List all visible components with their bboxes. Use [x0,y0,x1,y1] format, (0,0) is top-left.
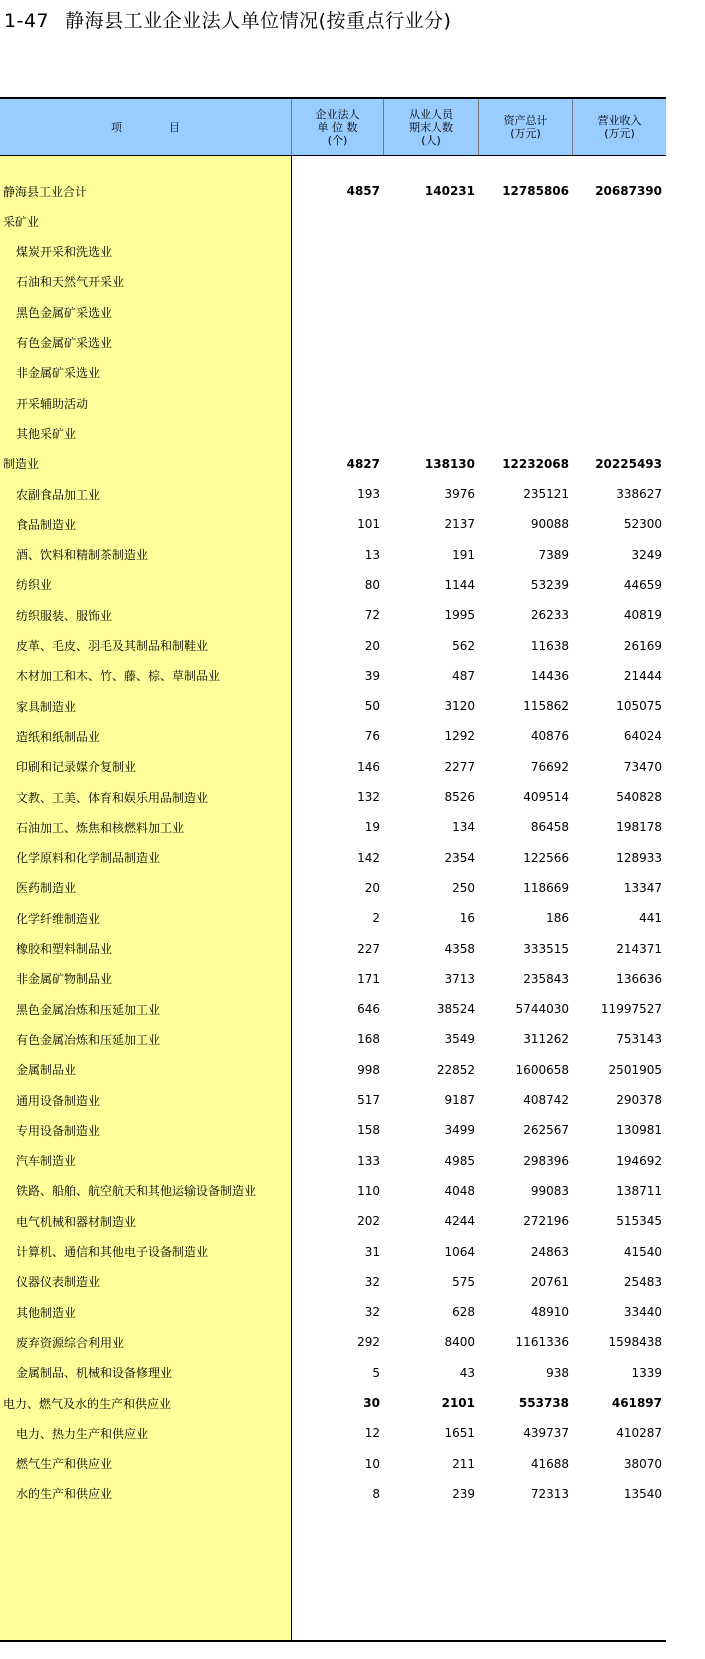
revenue-cell: 52300 [623,517,662,532]
assets-cell: 48910 [530,1305,569,1320]
table-row [0,1479,666,1509]
revenue-cell: 410287 [616,1426,662,1441]
row-label: 其他制造业 [16,1305,77,1320]
units-cell: 193 [357,487,380,501]
revenue-cell: 290378 [616,1093,662,1107]
revenue-cell: 214371 [616,941,662,956]
employees-cell: 562 [452,638,475,653]
assets-cell: 86458 [530,820,569,835]
row-label: 计算机、通信和其他电子设备制造业 [16,1245,209,1259]
units-cell: 72 [364,608,380,623]
units-cell: 20 [364,638,380,653]
row-label: 印刷和记录媒介复制业 [16,760,137,775]
table-row [0,1358,666,1388]
header-units [292,99,384,155]
assets-cell: 99083 [530,1183,569,1198]
row-label: 纺织服装、服饰业 [16,608,113,623]
assets-cell: 20761 [530,1274,569,1289]
units-cell: 31 [364,1244,380,1259]
units-cell: 517 [357,1093,380,1107]
table-row [0,1297,666,1327]
assets-cell: 5744030 [515,1002,569,1017]
table-row [0,691,666,721]
assets-cell: 186 [546,911,569,926]
table-row [0,812,666,842]
revenue-cell: 38070 [623,1456,662,1471]
revenue-cell: 130981 [616,1123,662,1138]
table-row [0,1055,666,1085]
table-row [0,782,666,812]
units-cell: 292 [357,1335,380,1350]
row-label: 皮革、毛皮、羽毛及其制品和制鞋业 [16,639,209,653]
assets-cell: 76692 [530,759,569,774]
table-row [0,873,666,903]
units-cell: 30 [363,1396,380,1410]
row-label: 非金属矿物制品业 [16,972,113,987]
row-label: 橡胶和塑料制品业 [16,942,113,956]
revenue-cell: 64024 [623,729,662,744]
revenue-cell: 136636 [616,971,662,986]
units-cell: 2 [372,911,380,926]
units-cell: 4827 [346,456,380,471]
revenue-cell: 13347 [623,880,662,895]
table-row [0,1024,666,1054]
header-revenue [573,99,666,155]
table-row [0,1267,666,1297]
table-row [0,267,666,297]
assets-cell: 40876 [530,729,569,744]
table-row [0,964,666,994]
units-cell: 158 [357,1123,380,1138]
assets-cell: 333515 [523,941,569,956]
row-label: 木材加工和木、竹、藤、棕、草制品业 [16,669,221,684]
assets-cell: 409514 [523,790,569,804]
header-item-label: 项 目 [111,120,198,134]
units-cell: 80 [364,577,380,592]
assets-cell: 26233 [530,608,569,623]
revenue-cell: 73470 [623,759,662,774]
employees-cell: 3549 [444,1032,475,1047]
row-label: 非金属矿采选业 [16,366,101,381]
assets-cell: 72313 [530,1486,569,1501]
row-label: 造纸和纸制品业 [16,729,101,744]
table-row [0,1327,666,1357]
revenue-cell: 194692 [616,1153,662,1168]
revenue-cell: 13540 [623,1486,662,1501]
revenue-cell: 44659 [623,577,662,592]
units-cell: 4857 [346,184,380,198]
revenue-cell: 338627 [616,487,662,501]
units-cell: 142 [357,850,380,865]
revenue-cell: 128933 [616,850,662,865]
revenue-cell: 20687390 [595,184,662,198]
table-body [0,156,666,1640]
row-label: 电力、热力生产和供应业 [16,1426,149,1441]
row-label: 石油加工、炼焦和核燃料加工业 [16,820,185,835]
table-row [0,1115,666,1145]
assets-cell: 1600658 [515,1062,569,1077]
row-label: 采矿业 [3,214,40,229]
row-label: 电力、燃气及水的生产和供应业 [3,1396,172,1411]
table-row [0,1176,666,1206]
employees-cell: 487 [452,668,475,683]
revenue-cell: 540828 [616,790,662,804]
row-label: 制造业 [3,457,40,472]
assets-cell: 272196 [523,1214,569,1229]
row-label: 燃气生产和供应业 [16,1457,113,1472]
assets-cell: 118669 [523,880,569,895]
revenue-cell: 41540 [623,1244,662,1259]
table-row [0,994,666,1024]
units-cell: 133 [357,1153,380,1168]
row-label: 食品制造业 [16,517,77,532]
row-label: 有色金属矿采选业 [16,336,113,350]
assets-cell: 53239 [530,577,569,592]
header-units-label: 企业法人 单 位 数 (个) [315,107,360,147]
employees-cell: 4244 [444,1214,475,1229]
assets-cell: 553738 [518,1396,569,1410]
employees-cell: 134 [452,820,475,835]
employees-cell: 3713 [444,971,475,986]
table-row [0,1146,666,1176]
revenue-cell: 105075 [616,699,662,714]
assets-cell: 298396 [523,1153,569,1168]
row-label: 通用设备制造业 [16,1093,101,1108]
row-label: 石油和天然气开采业 [16,275,125,290]
revenue-cell: 1339 [631,1365,662,1380]
row-label: 开采辅助活动 [16,396,89,411]
header-revenue-label: 营业收入 (万元) [597,114,642,140]
units-cell: 646 [357,1002,380,1017]
employees-cell: 38524 [436,1002,475,1017]
table-row [0,358,666,388]
employees-cell: 8526 [444,790,475,804]
table-title: 静海县工业企业法人单位情况(按重点行业分) [65,10,452,32]
employees-cell: 1995 [444,608,475,623]
employees-cell: 211 [452,1456,475,1471]
row-label: 金属制品、机械和设备修理业 [16,1366,173,1381]
assets-cell: 41688 [530,1456,569,1471]
table-row [0,600,666,630]
table-header [0,99,666,155]
revenue-cell: 2501905 [608,1062,662,1077]
row-label: 文教、工美、体育和娱乐用品制造业 [16,790,209,805]
employees-cell: 138130 [424,456,475,471]
assets-cell: 7389 [538,547,569,562]
employees-cell: 2277 [444,759,475,774]
units-cell: 20 [364,880,380,895]
employees-cell: 3976 [444,487,475,501]
units-cell: 101 [357,517,380,532]
revenue-cell: 198178 [616,820,662,835]
assets-cell: 235121 [523,487,569,501]
row-label: 专用设备制造业 [16,1123,101,1138]
assets-cell: 11638 [530,638,569,653]
units-cell: 8 [372,1486,380,1501]
table-row [0,449,666,479]
units-cell: 32 [364,1274,380,1289]
units-cell: 10 [364,1456,380,1471]
units-cell: 146 [357,759,380,774]
row-label: 电气机械和器材制造业 [16,1214,137,1229]
assets-cell: 24863 [530,1244,569,1259]
table-number: 1-47 [4,10,50,32]
assets-cell: 262567 [523,1123,569,1138]
employees-cell: 628 [452,1305,475,1320]
units-cell: 227 [357,941,380,956]
employees-cell: 4358 [444,941,475,956]
employees-cell: 8400 [444,1335,475,1350]
row-label: 黑色金属矿采选业 [16,305,113,320]
row-label: 煤炭开采和洗选业 [16,245,113,260]
row-label: 其他采矿业 [16,426,77,441]
table-row [0,1388,666,1418]
units-cell: 132 [357,790,380,804]
employees-cell: 239 [452,1486,475,1501]
revenue-cell: 515345 [616,1214,662,1229]
units-cell: 12 [364,1426,380,1441]
table-row [0,570,666,600]
revenue-cell: 26169 [623,638,662,653]
row-label: 静海县工业合计 [3,184,88,199]
table-row [0,540,666,570]
employees-cell: 3120 [444,699,475,714]
row-label: 有色金属冶炼和压延加工业 [16,1032,161,1047]
units-cell: 171 [357,971,380,986]
row-label: 化学原料和化学制品制造业 [16,851,161,866]
row-label: 水的生产和供应业 [16,1487,113,1502]
assets-cell: 115862 [523,699,569,714]
assets-cell: 12232068 [502,456,569,471]
assets-cell: 235843 [523,971,569,986]
row-label: 医药制造业 [16,881,77,896]
units-cell: 110 [357,1183,380,1198]
table-row [0,297,666,327]
table-row [0,934,666,964]
row-label: 黑色金属冶炼和压延加工业 [16,1002,161,1017]
employees-cell: 191 [452,547,475,562]
table-row [0,479,666,509]
units-cell: 39 [364,668,380,683]
table-row [0,328,666,358]
employees-cell: 43 [459,1365,475,1380]
header-employees-label: 从业人员 期末人数 (人) [409,107,453,147]
table-row [0,1206,666,1236]
table-row [0,661,666,691]
header-assets-label: 资产总计 (万元) [503,114,548,140]
assets-cell: 938 [546,1365,569,1380]
units-cell: 19 [364,820,380,835]
table-row [0,1449,666,1479]
table-bottom-rule [0,1640,666,1642]
revenue-cell: 3249 [631,547,662,562]
units-cell: 50 [364,699,380,714]
units-cell: 998 [357,1062,380,1077]
assets-cell: 14436 [530,668,569,683]
row-label: 纺织业 [16,578,53,593]
revenue-cell: 753143 [616,1032,662,1047]
units-cell: 168 [357,1032,380,1047]
units-cell: 76 [364,729,380,744]
table-row [0,1418,666,1448]
units-cell: 202 [357,1214,380,1229]
row-label: 铁路、船舶、航空航天和其他运输设备制造业 [16,1184,257,1199]
employees-cell: 250 [452,880,475,895]
revenue-cell: 20225493 [595,456,662,471]
assets-cell: 12785806 [502,184,569,198]
page-title [4,6,451,33]
employees-cell: 16 [459,911,475,926]
units-cell: 32 [364,1305,380,1320]
table-row [0,903,666,933]
table-row [0,631,666,661]
row-label: 化学纤维制造业 [16,911,101,926]
employees-cell: 3499 [444,1123,475,1138]
table-row [0,721,666,751]
revenue-cell: 1598438 [608,1335,662,1350]
employees-cell: 1292 [444,729,475,744]
assets-cell: 408742 [523,1093,569,1107]
revenue-cell: 40819 [623,608,662,623]
row-label: 农副食品加工业 [16,487,101,502]
revenue-cell: 138711 [616,1183,662,1198]
units-cell: 13 [364,547,380,562]
employees-cell: 9187 [444,1093,475,1107]
header-employees [384,99,479,155]
employees-cell: 1651 [444,1426,475,1441]
revenue-cell: 441 [639,911,662,926]
assets-cell: 122566 [523,850,569,865]
table-row [0,206,666,236]
assets-cell: 90088 [530,517,569,532]
employees-cell: 4985 [444,1153,475,1168]
table-row [0,843,666,873]
employees-cell: 575 [452,1274,475,1289]
table-row [0,752,666,782]
table-row [0,418,666,448]
revenue-cell: 21444 [623,668,662,683]
units-cell: 5 [372,1365,380,1380]
employees-cell: 22852 [436,1062,475,1077]
row-label: 家具制造业 [16,699,77,714]
employees-cell: 1144 [444,577,475,592]
revenue-cell: 11997527 [600,1002,662,1017]
row-label: 仪器仪表制造业 [16,1275,101,1290]
employees-cell: 1064 [444,1244,475,1259]
table-row [0,388,666,418]
revenue-cell: 25483 [623,1274,662,1289]
revenue-cell: 33440 [623,1305,662,1320]
employees-cell: 4048 [444,1183,475,1198]
table-row [0,509,666,539]
table-row [0,1237,666,1267]
employees-cell: 2101 [441,1396,475,1410]
header-item [0,99,292,155]
assets-cell: 1161336 [515,1335,569,1350]
employees-cell: 140231 [424,184,475,198]
employees-cell: 2354 [444,850,475,865]
table-row [0,176,666,206]
row-label: 金属制品业 [16,1063,77,1078]
row-label: 汽车制造业 [16,1154,77,1169]
row-label: 酒、饮料和精制茶制造业 [16,548,149,563]
table-row [0,1085,666,1115]
employees-cell: 2137 [444,517,475,532]
table-row [0,237,666,267]
row-label: 废弃资源综合利用业 [16,1335,125,1350]
revenue-cell: 461897 [611,1396,662,1410]
assets-cell: 311262 [523,1032,569,1047]
header-assets [479,99,573,155]
assets-cell: 439737 [523,1426,569,1441]
